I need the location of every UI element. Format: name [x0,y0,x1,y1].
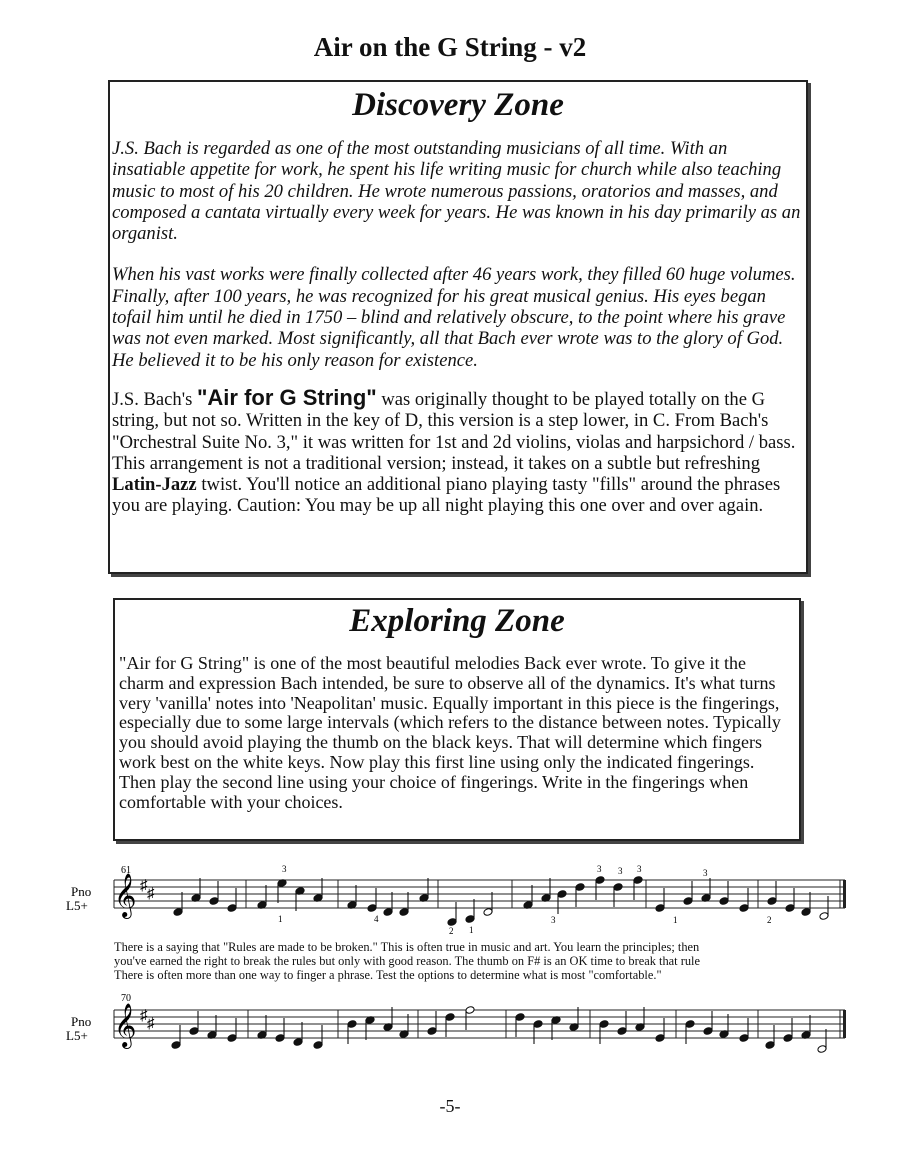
treble-clef-icon: 𝄞 [114,875,137,917]
fingering-number: 4 [374,914,379,924]
fingering-number: 2 [767,915,772,925]
measure-number: 70 [121,993,131,1004]
tip-line-1: There is a saying that "Rules are made to be broken." This is often true in music and art. You learn the principles; then [114,940,700,954]
p3-middle: was originally thought to be played totally on the G string, but not so. Written in the key of D, this version is a step lower, in C. From Bach's "Orchestral Suite No. 3," it was written for 1st and 2d violins, violas and harpsichord / bass. This arrangement is not a traditional version; instead, it takes on a subtle but refreshing [112,388,796,474]
final-barline [843,1010,846,1038]
discovery-paragraph-2: When his vast works were finally collected after 46 years work, they filled 60 huge volumes. Finally, after 100 years, he was recognized for his great musical genius. His eyes began tofail him until he died in 1750 – blind and relatively obscure, to the point where his grave was not even marked. Most significantly, all that Bach ever wrote was to the glory of God. He believed it to be his only reason for existence. [112,264,796,371]
music-staff-2 [0,990,900,1062]
staff-2-notes [171,1006,827,1054]
staff-lines [114,1010,845,1038]
final-barline [843,880,846,908]
fingering-tip-text [114,940,854,982]
exploring-zone-box [113,598,801,841]
exploring-paragraph: "Air for G String" is one of the most beautiful melodies Back ever wrote. To give it the charm and expression Bach intended, be sure to observe all of the dynamics. It's what turns very 'vanilla' notes into 'Neapolitan' music. Equally important in this piece is the fingerings, especially due to some large intervals (which refers to the distance between notes. Typically you should avoid playing the thumb on the black keys. That will determine which fingers work best on the white keys. Now play this first line using only the indicated fingerings. Then play the second line using your choice of fingerings. Write in the fingerings when comfortable with your choices. [119,653,781,812]
treble-clef-icon: 𝄞 [114,1005,137,1047]
fingering-number: 3 [703,868,708,878]
exploring-zone-heading: Exploring Zone [349,603,565,639]
fingering-number: 3 [597,864,602,874]
discovery-zone-heading: Discovery Zone [352,87,564,123]
air-for-g-string-title: "Air for G String" [196,384,377,410]
fingering-number: 3 [282,864,287,874]
page-title: Air on the G String - v2 [313,32,587,62]
key-signature-sharp-icon: ♯ [147,1016,155,1032]
p3-prefix: J.S. Bach's [112,388,197,410]
level-label: L5+ [66,1028,88,1043]
key-signature-sharp-icon: ♯ [147,886,155,902]
fingering-number: 3 [618,866,623,876]
tip-line-2: you've earned the right to break the rules but only with good reason. The thumb on F# is an OK time to break that rule [114,954,700,968]
latin-jazz-text: Latin-Jazz [112,474,197,496]
music-staff-1 [0,862,900,936]
p3-suffix: twist. You'll notice an additional piano playing tasty "fills" around the phrases you are playing. Caution: You may be up all night playing this one over and over again. [112,474,781,517]
discovery-paragraph-1: J.S. Bach is regarded as one of the most outstanding musicians of all time. With an insatiable appetite for work, he spent his life writing music for church while also teaching music to most of his 20 children. He wrote numerous passions, oratorios and masses, and composed a cantata virtually every week for years. He was known in his day primarily as an organist. [112,138,801,245]
tip-line-3: There is often more than one way to finger a phrase. Test the options to determine what is most "comfortable." [114,968,662,982]
staff-lines [114,880,845,908]
measure-number: 61 [121,865,131,876]
instrument-label: Pno [71,1014,92,1029]
key-signature-sharp-icon: ♯ [140,878,148,894]
fingering-number: 2 [449,926,454,936]
fingering-number: 1 [469,925,474,935]
level-label: L5+ [66,898,88,913]
fingering-number: 1 [278,914,283,924]
key-signature-sharp-icon: ♯ [140,1008,148,1024]
fingering-number: 3 [551,915,556,925]
fingering-number: 3 [637,864,642,874]
instrument-label: Pno [71,884,92,899]
fingering-number: 1 [673,915,678,925]
page-number: -5- [439,1096,461,1116]
discovery-paragraph-3 [110,384,806,517]
discovery-zone-box [108,80,808,574]
